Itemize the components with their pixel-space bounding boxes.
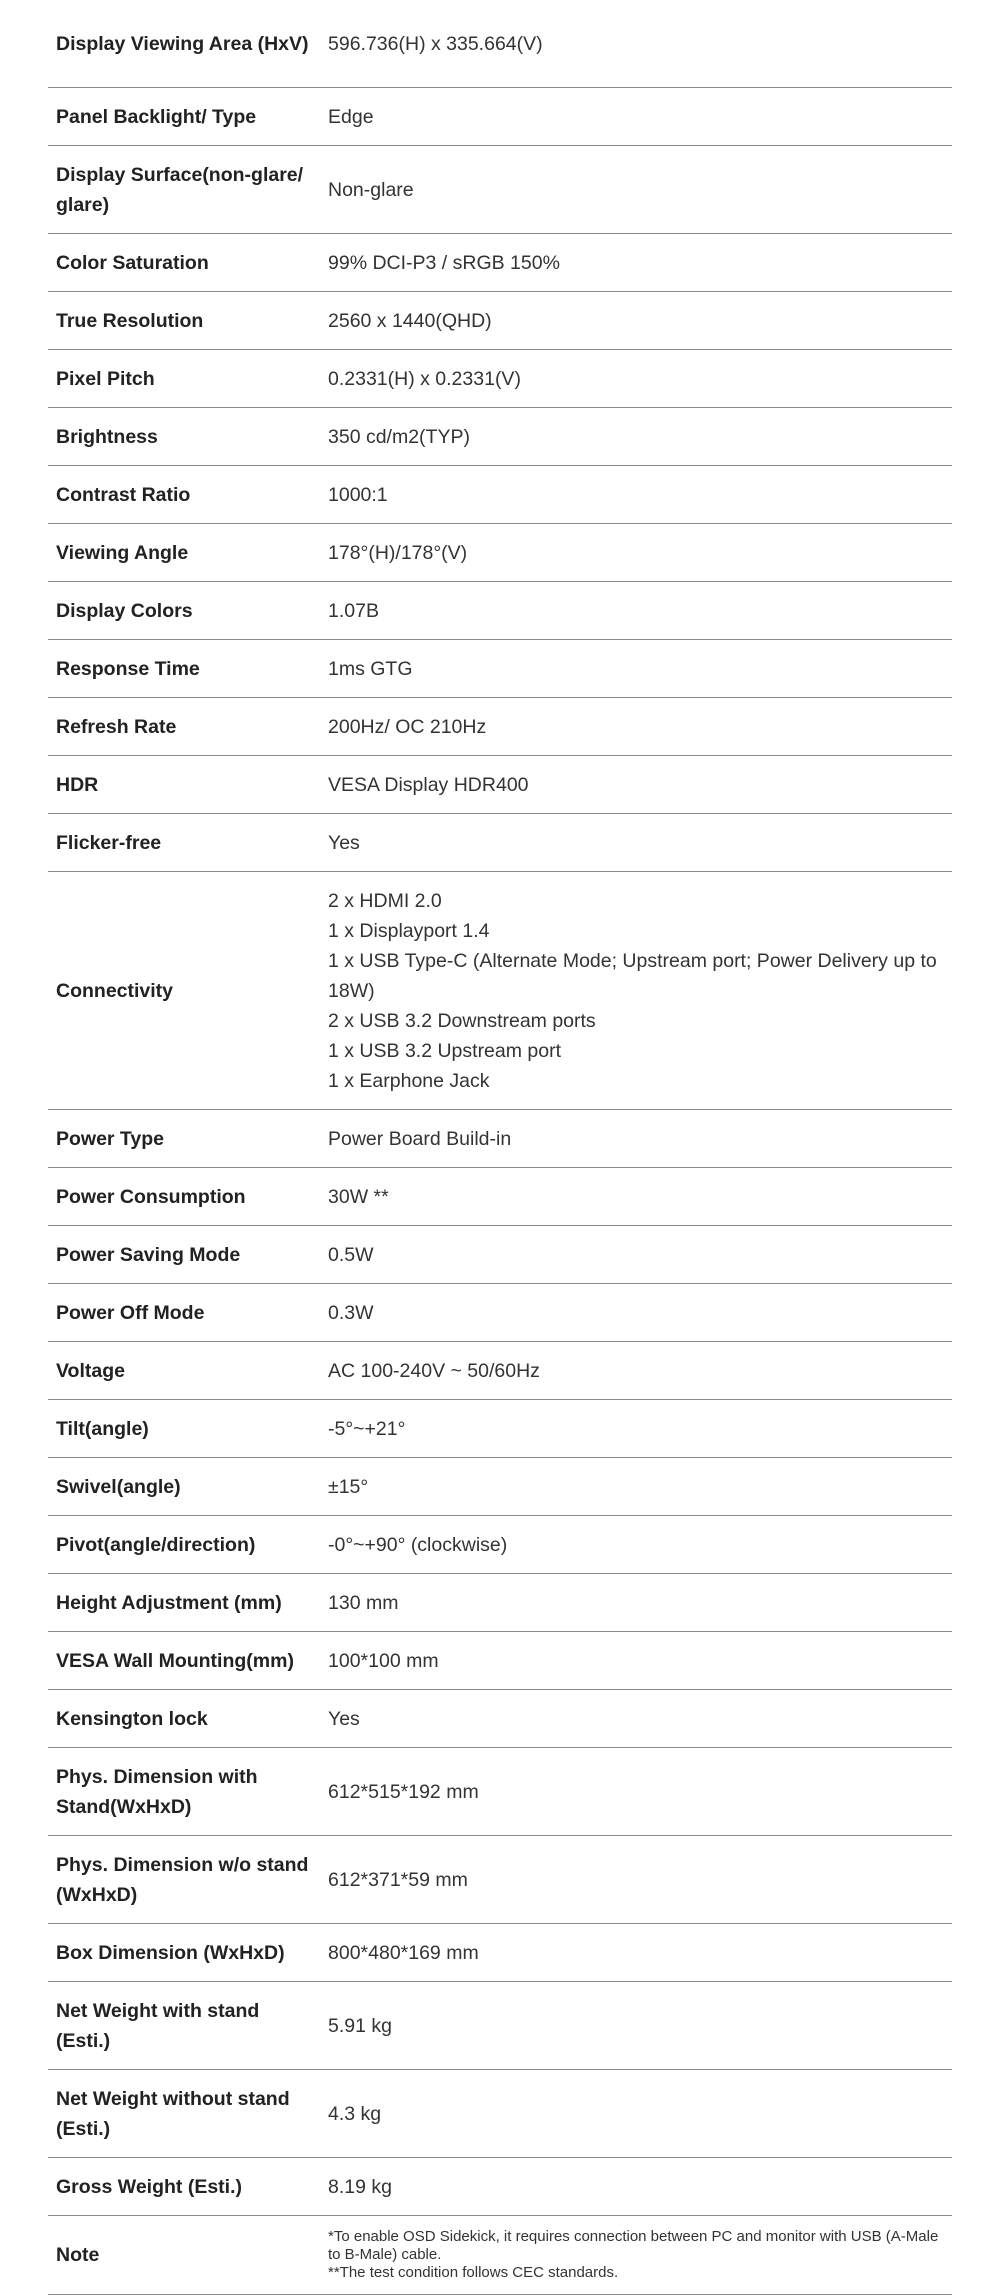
specification-table	[48, 0, 952, 2295]
spec-label: Net Weight without stand (Esti.)	[56, 2087, 290, 2140]
spec-value	[320, 640, 952, 698]
spec-value	[320, 1400, 952, 1458]
spec-label: Contrast Ratio	[56, 483, 191, 506]
spec-value-line: 596.736(H) x 335.664(V)	[328, 32, 543, 55]
spec-value-line: Edge	[328, 105, 374, 128]
spec-value-line: 612*515*192 mm	[328, 1780, 479, 1803]
spec-row	[48, 1168, 952, 1226]
spec-value-line: 1 x Displayport 1.4	[328, 919, 490, 942]
spec-row	[48, 408, 952, 466]
spec-label: Power Saving Mode	[56, 1243, 241, 1266]
spec-value-line: 800*480*169 mm	[328, 1941, 479, 1964]
spec-label: Flicker-free	[56, 831, 162, 854]
spec-value-line: 1 x Earphone Jack	[328, 1069, 490, 1092]
spec-value-line: 178°(H)/178°(V)	[328, 541, 468, 564]
spec-value-line: 1 x USB 3.2 Upstream port	[328, 1039, 562, 1062]
spec-value	[320, 2070, 952, 2158]
spec-row	[48, 872, 952, 1110]
spec-label: Color Saturation	[56, 251, 209, 274]
spec-row	[48, 1110, 952, 1168]
spec-label: True Resolution	[56, 309, 204, 332]
spec-value-line: 100*100 mm	[328, 1649, 439, 1672]
spec-row	[48, 1284, 952, 1342]
spec-label: Display Surface(non-glare/ glare)	[56, 163, 304, 216]
spec-value-line: 1000:1	[328, 483, 388, 506]
spec-row	[48, 2216, 952, 2295]
spec-row	[48, 756, 952, 814]
spec-label: Response Time	[56, 657, 200, 680]
spec-label: Display Viewing Area (HxV)	[56, 32, 309, 55]
spec-row	[48, 1574, 952, 1632]
spec-value	[320, 88, 952, 146]
spec-value-line: Non-glare	[328, 178, 414, 201]
spec-row	[48, 2070, 952, 2158]
spec-value-line: 99% DCI-P3 / sRGB 150%	[328, 251, 560, 274]
spec-value	[320, 0, 952, 88]
spec-value	[320, 1836, 952, 1924]
spec-value-line: 0.2331(H) x 0.2331(V)	[328, 367, 521, 390]
spec-value	[320, 1748, 952, 1836]
spec-value-line: 2 x USB 3.2 Downstream ports	[328, 1009, 596, 1032]
spec-value-line: 30W **	[328, 1185, 389, 1208]
spec-label: Viewing Angle	[56, 541, 189, 564]
spec-row	[48, 640, 952, 698]
spec-value-line: 612*371*59 mm	[328, 1868, 468, 1891]
spec-label: Panel Backlight/ Type	[56, 105, 257, 128]
spec-label: Swivel(angle)	[56, 1475, 181, 1498]
spec-row	[48, 234, 952, 292]
spec-value-line: 130 mm	[328, 1591, 399, 1614]
spec-label: Box Dimension (WxHxD)	[56, 1941, 285, 1964]
spec-value	[320, 1516, 952, 1574]
spec-value-line: ±15°	[328, 1475, 369, 1498]
spec-value	[320, 146, 952, 234]
spec-row	[48, 698, 952, 756]
spec-label: Power Type	[56, 1127, 165, 1150]
spec-value	[320, 1632, 952, 1690]
spec-value	[320, 756, 952, 814]
spec-label: Connectivity	[56, 979, 174, 1002]
spec-value	[320, 1342, 952, 1400]
spec-row	[48, 1226, 952, 1284]
spec-value	[320, 698, 952, 756]
spec-value-line: 1 x USB Type-C (Alternate Mode; Upstream port; Power Delivery up to 18W)	[328, 949, 937, 1002]
spec-label: Pivot(angle/direction)	[56, 1533, 256, 1556]
spec-label: Kensington lock	[56, 1707, 208, 1730]
spec-label: Power Off Mode	[56, 1301, 205, 1324]
spec-label: Pixel Pitch	[56, 367, 155, 390]
spec-label: Phys. Dimension with Stand(WxHxD)	[56, 1765, 258, 1818]
spec-row	[48, 2158, 952, 2216]
spec-row	[48, 1458, 952, 1516]
spec-value-line: 0.3W	[328, 1301, 374, 1324]
spec-label: Tilt(angle)	[56, 1417, 149, 1440]
spec-value-line: Power Board Build-in	[328, 1127, 512, 1150]
spec-value	[320, 1690, 952, 1748]
spec-value-line: 1ms GTG	[328, 657, 413, 680]
spec-row	[48, 814, 952, 872]
spec-value-line: 0.5W	[328, 1243, 374, 1266]
spec-value-line: VESA Display HDR400	[328, 773, 529, 796]
spec-row	[48, 1748, 952, 1836]
spec-value	[320, 1574, 952, 1632]
spec-row	[48, 1400, 952, 1458]
spec-value-line: **The test condition follows CEC standards.	[328, 2264, 619, 2281]
spec-value	[320, 1226, 952, 1284]
spec-value-line: -5°~+21°	[328, 1417, 406, 1440]
spec-value-line: *To enable OSD Sidekick, it requires connection between PC and monitor with USB (A-Male to B-Male) cable.	[328, 2228, 939, 2263]
spec-row	[48, 146, 952, 234]
spec-row	[48, 0, 952, 88]
spec-value-line: 200Hz/ OC 210Hz	[328, 715, 487, 738]
spec-value-line: 5.91 kg	[328, 2014, 392, 2037]
spec-value	[320, 2216, 952, 2295]
spec-value	[320, 1168, 952, 1226]
spec-value	[320, 524, 952, 582]
spec-value	[320, 582, 952, 640]
spec-value-line: 1.07B	[328, 599, 379, 622]
spec-row	[48, 1924, 952, 1982]
spec-label: Refresh Rate	[56, 715, 177, 738]
spec-row	[48, 1982, 952, 2070]
spec-value	[320, 1924, 952, 1982]
spec-value-line: Yes	[328, 1707, 360, 1730]
spec-value	[320, 234, 952, 292]
spec-label: Power Consumption	[56, 1185, 246, 1208]
spec-value-line: Yes	[328, 831, 360, 854]
spec-value	[320, 350, 952, 408]
spec-label: Voltage	[56, 1359, 125, 1382]
spec-value-line: -0°~+90° (clockwise)	[328, 1533, 508, 1556]
spec-value-line: 2560 x 1440(QHD)	[328, 309, 492, 332]
spec-value-line: 2 x HDMI 2.0	[328, 889, 442, 912]
spec-label: Note	[56, 2244, 100, 2266]
spec-value	[320, 1284, 952, 1342]
spec-row	[48, 1690, 952, 1748]
spec-label: Net Weight with stand (Esti.)	[56, 1999, 260, 2052]
spec-value	[320, 408, 952, 466]
spec-row	[48, 466, 952, 524]
spec-label: HDR	[56, 773, 99, 796]
spec-value	[320, 814, 952, 872]
spec-label: Gross Weight (Esti.)	[56, 2175, 242, 2198]
spec-label: VESA Wall Mounting(mm)	[56, 1649, 294, 1672]
spec-value-line: 350 cd/m2(TYP)	[328, 425, 470, 448]
spec-value	[320, 466, 952, 524]
spec-value	[320, 292, 952, 350]
spec-row	[48, 350, 952, 408]
spec-row	[48, 1516, 952, 1574]
spec-row	[48, 1836, 952, 1924]
spec-value	[320, 1458, 952, 1516]
spec-value-line: 8.19 kg	[328, 2175, 392, 2198]
spec-label: Phys. Dimension w/o stand (WxHxD)	[56, 1853, 309, 1906]
spec-label: Brightness	[56, 425, 158, 448]
spec-row	[48, 524, 952, 582]
spec-value-line: 4.3 kg	[328, 2102, 382, 2125]
specification-table-body	[48, 0, 952, 2295]
spec-label: Display Colors	[56, 599, 193, 622]
spec-value	[320, 872, 952, 1110]
spec-label: Height Adjustment (mm)	[56, 1591, 282, 1614]
spec-value	[320, 1110, 952, 1168]
spec-row	[48, 1342, 952, 1400]
spec-value-line: AC 100-240V ~ 50/60Hz	[328, 1359, 540, 1382]
spec-row	[48, 292, 952, 350]
spec-row	[48, 582, 952, 640]
spec-value	[320, 1982, 952, 2070]
spec-row	[48, 1632, 952, 1690]
spec-row	[48, 88, 952, 146]
spec-value	[320, 2158, 952, 2216]
